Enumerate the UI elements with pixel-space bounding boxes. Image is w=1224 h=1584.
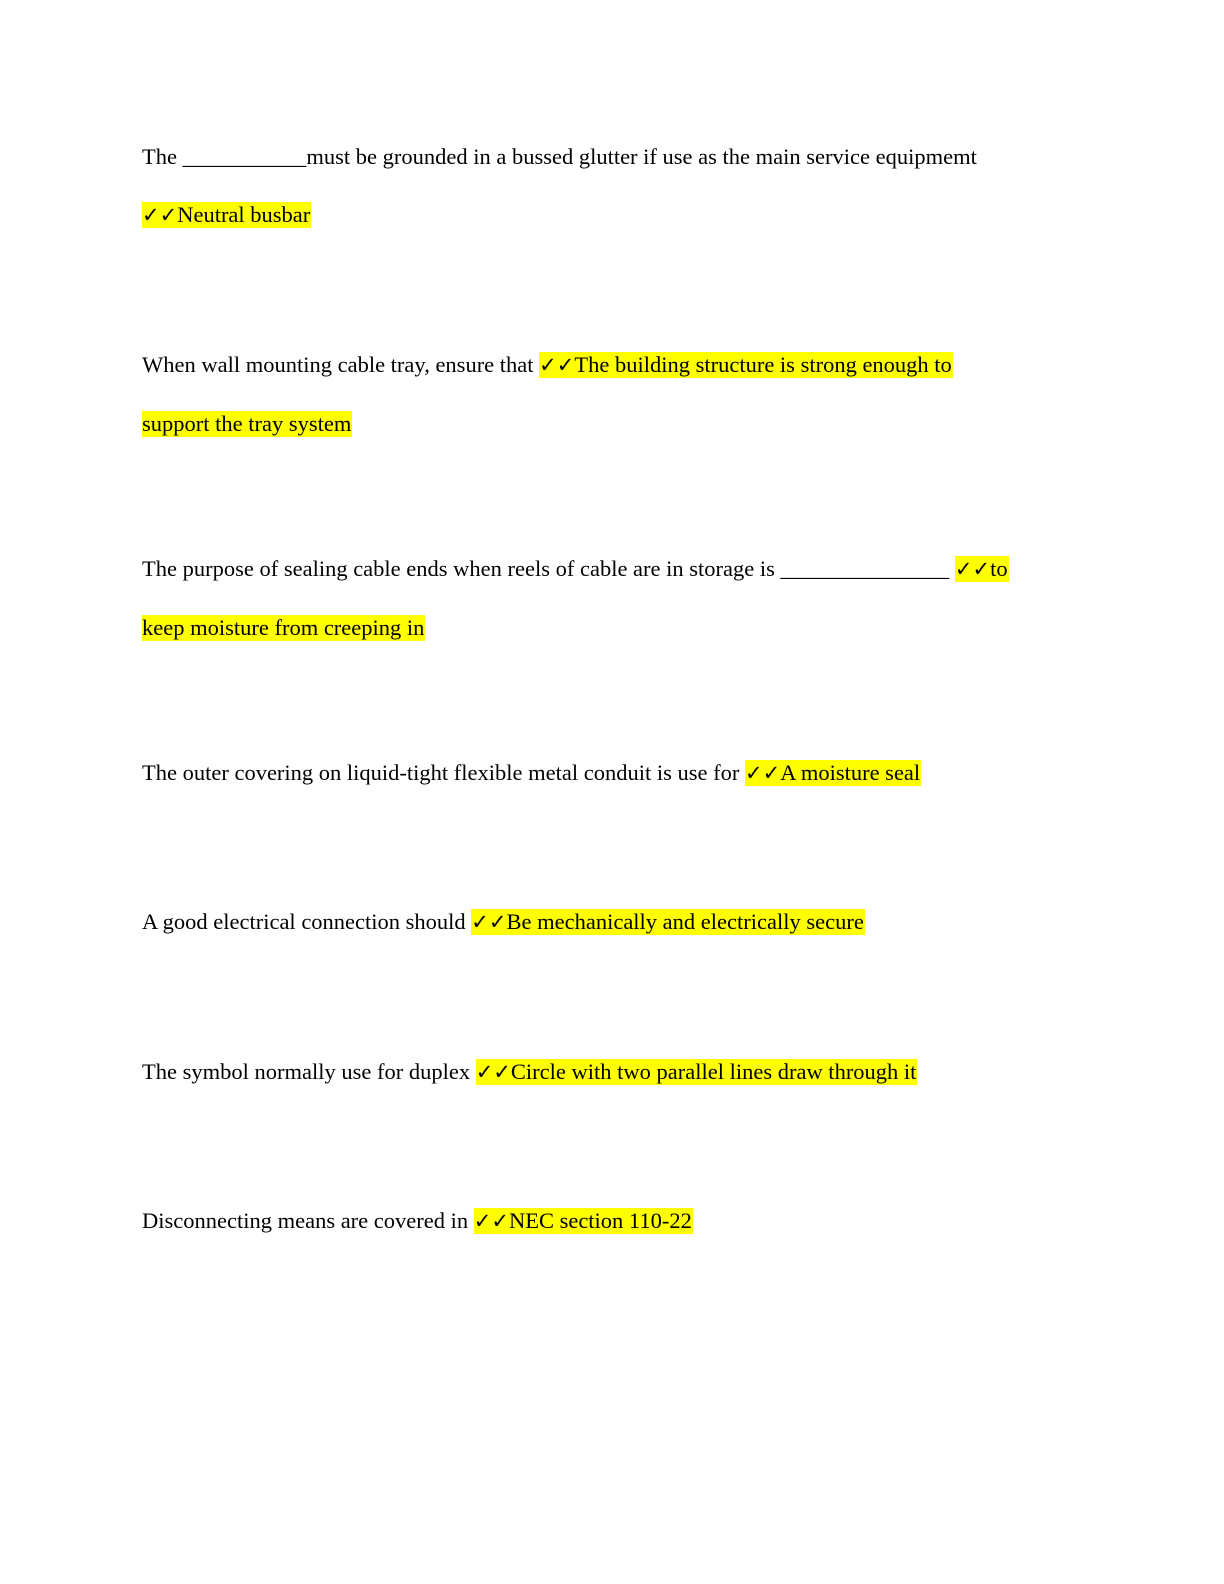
question-text: The outer covering on liquid-tight flexible metal conduit is use for (142, 760, 745, 785)
answer-text: Neutral busbar (177, 202, 311, 227)
highlighted-answer (476, 1059, 918, 1085)
check-mark-icon: ✓✓ (471, 910, 507, 934)
question-3 (142, 555, 1009, 583)
check-mark-icon: ✓✓ (475, 1060, 511, 1084)
highlighted-answer (474, 1208, 693, 1234)
answer-text: NEC section 110-22 (508, 1208, 692, 1233)
question-text: The symbol normally use for duplex (142, 1059, 476, 1084)
answer-1 (142, 201, 311, 229)
answer-text: A moisture seal (780, 760, 921, 785)
highlighted-answer (471, 909, 865, 935)
question-2 (142, 351, 953, 379)
question-text: When wall mounting cable tray, ensure that (142, 352, 540, 377)
check-mark-icon: ✓✓ (954, 557, 991, 581)
highlighted-answer (955, 556, 1009, 582)
question-5 (142, 908, 865, 936)
question-text: Disconnecting means are covered in (142, 1208, 474, 1233)
question-6 (142, 1058, 917, 1086)
question-1 (142, 143, 977, 171)
check-mark-icon: ✓✓ (539, 353, 575, 377)
answer-text: Be mechanically and electrically secure (506, 909, 864, 934)
answer-text: Circle with two parallel lines draw through it (510, 1059, 917, 1084)
check-mark-icon: ✓✓ (744, 761, 781, 785)
highlighted-answer: support the tray system (142, 411, 352, 436)
answer-3-continued (142, 614, 425, 642)
answer-text: to (990, 556, 1008, 581)
question-7 (142, 1207, 693, 1235)
question-4 (142, 759, 921, 787)
check-mark-icon: ✓✓ (473, 1209, 509, 1233)
question-text: The ___________must be grounded in a bussed glutter if use as the main service equipmemt (142, 144, 977, 169)
check-mark-icon: ✓✓ (142, 203, 178, 227)
highlighted-answer (539, 352, 953, 378)
highlighted-answer (745, 760, 921, 786)
question-text: A good electrical connection should (142, 909, 472, 934)
answer-2-continued (142, 410, 352, 438)
answer-text: The building structure is strong enough to (574, 352, 952, 377)
question-text: The purpose of sealing cable ends when reels of cable are in storage is _______________ (142, 556, 955, 581)
highlighted-answer (142, 202, 311, 228)
highlighted-answer: keep moisture from creeping in (142, 615, 425, 640)
